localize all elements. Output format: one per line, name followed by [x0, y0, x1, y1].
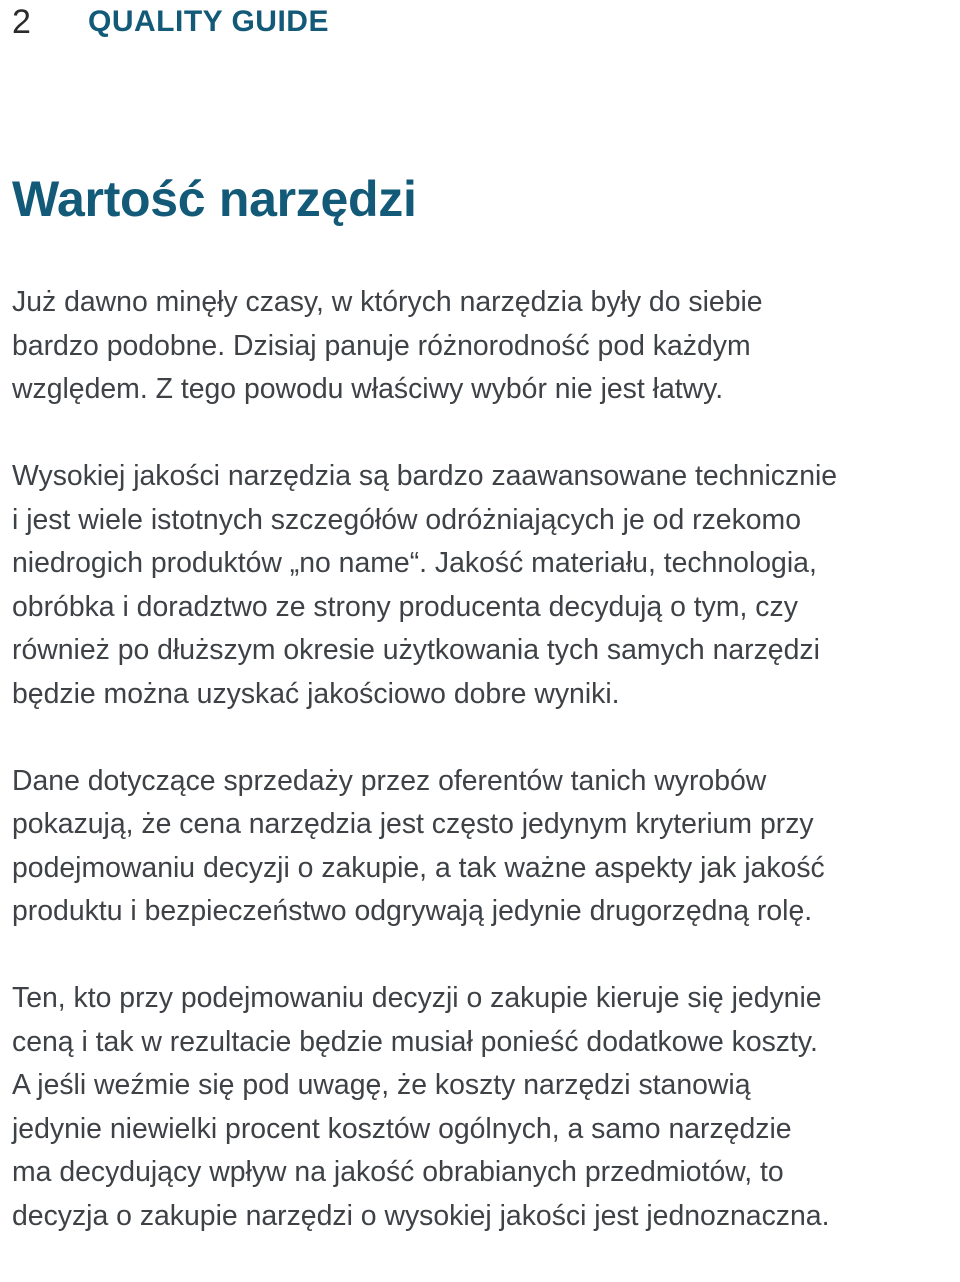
paragraph-sales: [12, 760, 956, 934]
paragraph-quality: [12, 455, 956, 716]
text-line: A jeśli weźmie się pod uwagę, że koszty narzędzi stanowią: [12, 1069, 751, 1101]
page-number: 2: [12, 3, 31, 41]
text-line: Wysokiej jakości narzędzia są bardzo zaawansowane technicznie: [12, 460, 838, 492]
text-line: i jest wiele istotnych szczegółów odróżniających je od rzekomo: [12, 503, 801, 536]
paragraph-intro: [12, 281, 956, 412]
text-line: jedynie niewielki procent kosztów ogólnych, a samo narzędzie: [12, 1112, 792, 1145]
text-line: produktu i bezpieczeństwo odgrywają jedynie drugorzędną rolę.: [12, 895, 813, 927]
text-line: również po dłuższym okresie użytkowania tych samych narzędzi: [12, 634, 820, 666]
text-line: ma decydujący wpływ na jakość obrabianych przedmiotów, to: [12, 1156, 784, 1188]
text-line: będzie można uzyskać jakościowo dobre wyniki.: [12, 677, 620, 710]
text-line: decyzja o zakupie narzędzi o wysokiej jakości jest jednoznaczna.: [12, 1199, 830, 1232]
paragraph-costs: [12, 977, 956, 1238]
text-line: Ten, kto przy podejmowaniu decyzji o zakupie kieruje się jedynie: [12, 982, 822, 1014]
body-text: [12, 281, 956, 1282]
page-title: Wartość narzędzi: [12, 171, 417, 227]
text-line: bardzo podobne. Dzisiaj panuje różnorodność pod każdym: [12, 329, 751, 362]
text-line: ceną i tak w rezultacie będzie musiał ponieść dodatkowe koszty.: [12, 1025, 818, 1058]
text-line: obróbka i doradztwo ze strony producenta decydują o tym, czy: [12, 590, 798, 623]
text-line: Dane dotyczące sprzedaży przez oferentów tanich wyrobów: [12, 764, 767, 797]
page-header: [12, 0, 329, 44]
text-line: pokazują, że cena narzędzia jest często jedynym kryterium przy: [12, 808, 814, 840]
text-line: Już dawno minęły czasy, w których narzędzia były do siebie: [12, 286, 763, 318]
text-line: względem. Z tego powodu właściwy wybór nie jest łatwy.: [12, 373, 724, 405]
text-line: podejmowaniu decyzji o zakupie, a tak ważne aspekty jak jakość: [12, 851, 825, 884]
section-label: QUALITY GUIDE: [88, 5, 329, 38]
text-line: niedrogich produktów „no name“. Jakość materiału, technologia,: [12, 547, 817, 579]
